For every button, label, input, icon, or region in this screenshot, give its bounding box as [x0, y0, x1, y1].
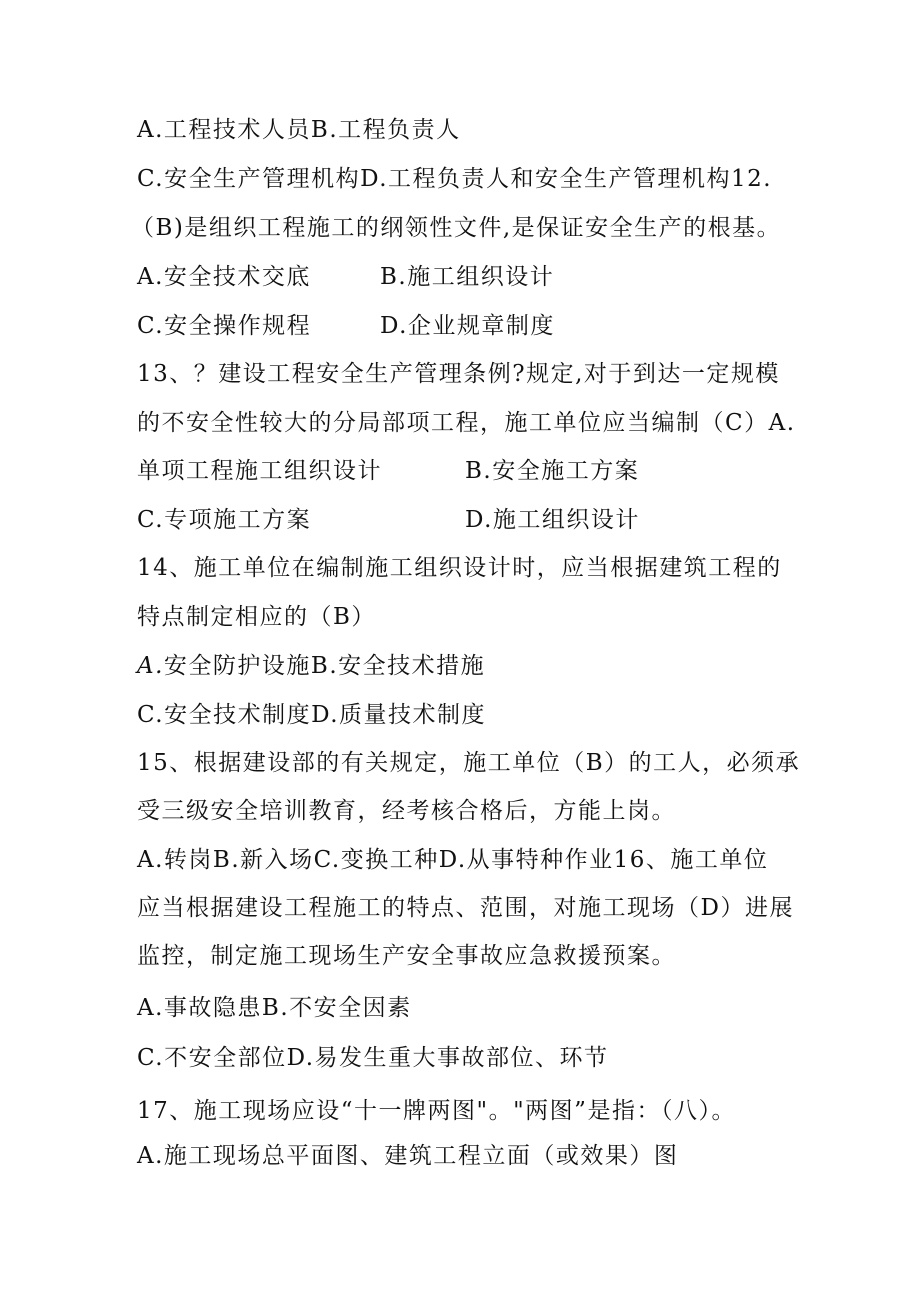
q13-option-c: C.专项施工方案 [137, 507, 312, 533]
q14-option-a-letter: A. [137, 653, 164, 679]
q11-options-ab: A.工程技术人员B.工程负责人 [137, 117, 461, 143]
q15-question-line2: 受三级安全培训教育，经考核合格后，方能上岗。 [137, 798, 676, 824]
q14-options-ab-text: 安全防护设施B.安全技术措施 [163, 653, 486, 679]
q12-option-d: D.企业规章制度 [380, 313, 555, 339]
q15-question-line1: 15、根据建设部的有关规定，施工单位（B）的工人，必须承 [137, 750, 801, 776]
q16-options-ab: A.事故隐患B.不安全因素 [137, 995, 412, 1021]
q11-options-cd: C.安全生产管理机构D.工程负责人和安全生产管理机构12. [137, 166, 773, 192]
q14-question-line2: 特点制定相应的（B） [137, 604, 376, 630]
q16-question-line3: 监控，制定施工现场生产安全事故应急救援预案。 [137, 943, 676, 969]
q17-question: 17、施工现场应设“十一牌两图"。"两图”是指：（八）。 [137, 1098, 736, 1124]
q16-options-cd: C.不安全部位D.易发生重大事故部位、环节 [137, 1045, 609, 1071]
q16-question-line2: 应当根据建设工程施工的特点、范围，对施工现场（D）进展 [137, 895, 794, 921]
q14-question-line1: 14、施工单位在编制施工组织设计时，应当根据建筑工程的 [137, 555, 782, 581]
q13-question-line2: 的不安全性较大的分局部项工程，施工单位应当编制（C）A. [137, 410, 796, 436]
q12-option-c: C.安全操作规程 [137, 313, 312, 339]
q13-option-b: B.安全施工方案 [465, 458, 640, 484]
q12-option-a: A.安全技术交底 [137, 264, 311, 290]
q17-option-a: A.施工现场总平面图、建筑工程立面（或效果）图 [137, 1143, 679, 1169]
q12-question: （B)是组织工程施工的纲领性文件,是保证安全生产的根基。 [131, 215, 782, 241]
q15-options-line: A.转岗B.新入场C.变换工种D.从事特种作业16、施工单位 [137, 847, 769, 873]
q13-option-a: 单项工程施工组织设计 [137, 458, 382, 484]
q12-option-b: B.施工组织设计 [380, 264, 555, 290]
q13-option-d: D.施工组织设计 [465, 507, 640, 533]
q14-options-ab [137, 651, 485, 681]
q14-options-cd: C.安全技术制度D.质量技术制度 [137, 702, 487, 728]
q13-question-line1: 13、？建设工程安全生产管理条例?规定,对于到达一定规模 [137, 361, 780, 387]
